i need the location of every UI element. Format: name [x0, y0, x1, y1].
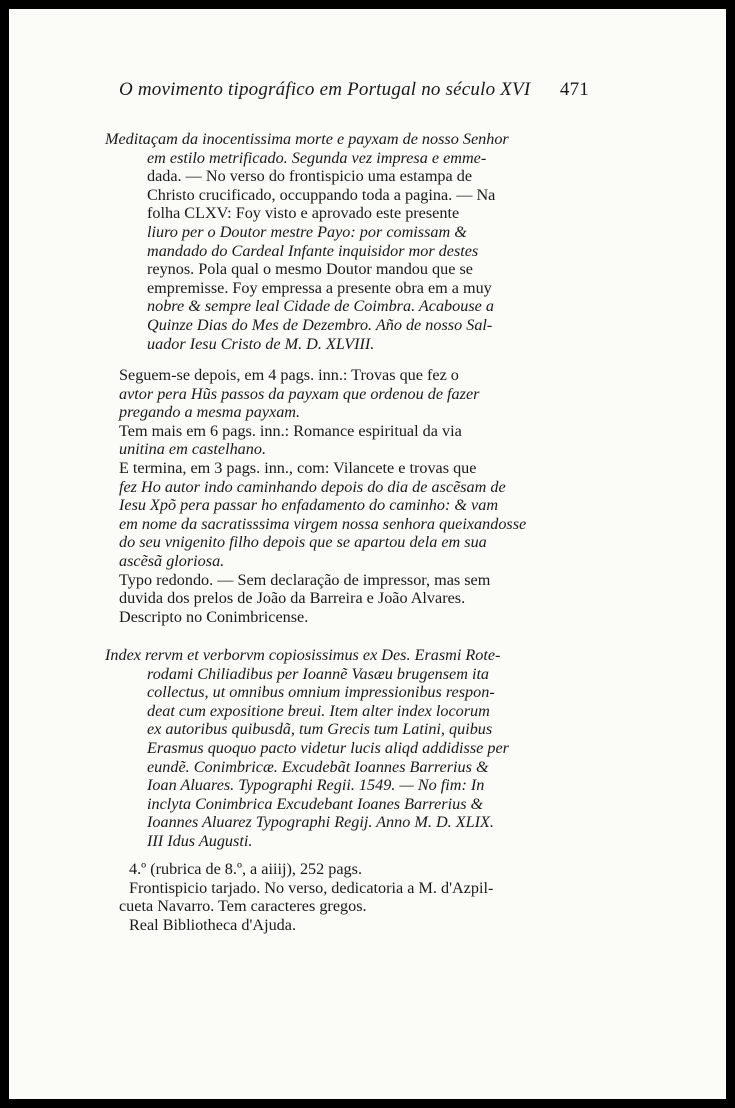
entry2-line-3: collectus, ut omnibus omnium impressionibus respon- [147, 683, 495, 702]
p4-line-2: duvida dos prelos de João da Barreira e João Alvares. [119, 589, 466, 608]
p3-line-5: do seu vnigenito filho depois que se apartou dela em sua [119, 533, 487, 552]
p3-line-6: ascẽsã gloriosa. [119, 551, 225, 570]
s3-line-1: 4.º (rubrica de 8.º, a aiiij), 252 pags. [129, 860, 362, 878]
running-header [119, 79, 589, 101]
entry2-line-7: eundẽ. Conimbricæ. Excudebãt Ioannes Barrerius & [147, 757, 489, 776]
entry2-line-11: III Idus Augusti. [147, 831, 253, 850]
p5-line-1: Descripto no Conimbricense. [119, 607, 309, 626]
entry1-line-9: empremisse. Foy empressa a presente obra em a muy [147, 278, 492, 297]
entry1-line-2: em estilo metrificado. Segunda vez impresa e emme- [147, 148, 487, 167]
entry2-line-4: deat cum expositione breui. Item alter index locorum [147, 701, 490, 720]
p2-line-2: unitina em castelhano. [119, 440, 267, 459]
entry2-line-5: ex autoribus quibusdã, tum Grecis tum Latini, quibus [147, 720, 493, 739]
entry1-line-5: folha CLXV: Foy visto e aprovado este presente [147, 204, 460, 223]
entry2-line-8: Ioan Aluares. Typographi Regii. 1549. — No fim: In [147, 776, 485, 795]
s3-line-3: cueta Navarro. Tem caracteres gregos. [119, 897, 367, 916]
p3-line-1: E termina, em 3 pags. inn., com: Vilancete e trovas que [119, 458, 477, 477]
entry2-line-9: inclyta Conimbrica Excudebant Ioanes Barrerius & [147, 794, 484, 813]
p3-line-3: Iesu Xpõ pera passar ho enfadamento do caminho: & vam [119, 496, 499, 515]
paragraph-descripto [119, 608, 584, 627]
entry1-line-1: Meditaçam da inocentissima morte e payxam de nosso Senhor [105, 130, 509, 148]
s3-line-2: Frontispicio tarjado. No verso, dedicatoria a M. d'Azpil- [129, 878, 494, 897]
entry1-line-8: reynos. Pola qual o mesmo Doutor mandou que se [147, 260, 473, 279]
s3-line-4: Real Bibliotheca d'Ajuda. [129, 915, 296, 934]
paragraph-tem-mais [119, 422, 584, 459]
entry-notes-index [119, 860, 584, 934]
entry1-line-3: dada. — No verso do frontispicio uma estampa de [147, 167, 473, 186]
p2-line-1: Tem mais em 6 pags. inn.: Romance espiritual da via [119, 421, 462, 440]
entry1-line-11: Quinze Dias do Mes de Dezembro. Año de nosso Sal- [147, 315, 493, 334]
paragraph-termina [119, 459, 584, 571]
paragraph-seguem [119, 366, 584, 422]
p1-line-3: pregando a mesma payxam. [119, 403, 301, 422]
p4-line-1: Typo redondo. — Sem declaração de impressor, mas sem [119, 570, 491, 589]
p1-line-2: avtor pera Hũs passos da payxam que ordenou de fazer [119, 384, 480, 403]
entry1-line-4: Christo crucificado, occuppando toda a pagina. — Na [147, 185, 496, 204]
page-number: 471 [559, 79, 589, 100]
bibliographic-entry-meditacam [105, 130, 584, 353]
paragraph-typo [119, 571, 584, 608]
entry-notes-trovas [119, 366, 584, 626]
entry1-line-10: nobre & sempre leal Cidade de Coimbra. Acabouse a [147, 297, 494, 316]
entry2-line-6: Erasmus quoquo pacto videtur lucis aliqd addidisse per [147, 738, 509, 757]
entry1-line-7: mandado do Cardeal Infante inquisidor mor destes [147, 241, 479, 260]
entry2-line-2: rodami Chiliadibus per Ioannẽ Vasæu brugensem ita [147, 664, 490, 683]
entry2-line-1: Index rervm et verborvm copiosissimus ex Des. Erasmi Rote- [105, 646, 501, 664]
entry1-line-6: liuro per o Doutor mestre Payo: por comissam & [147, 222, 467, 241]
bibliographic-entry-index [105, 646, 584, 851]
page-sheet [9, 9, 726, 1099]
entry2-line-10: Ioannes Aluarez Typographi Regij. Anno M. D. XLIX. [147, 813, 494, 832]
header-title: O movimento tipográfico em Portugal no século XVI [119, 79, 531, 100]
p1-line-1: Seguem-se depois, em 4 pags. inn.: Trovas que fez o [119, 366, 459, 384]
p3-line-4: em nome da sacratisssima virgem nossa senhora queixandosse [119, 514, 527, 533]
entry1-line-12: uador Iesu Cristo de M. D. XLVIII. [147, 334, 375, 353]
p3-line-2: fez Ho autor indo caminhando depois do dia de ascẽsam de [119, 477, 506, 496]
